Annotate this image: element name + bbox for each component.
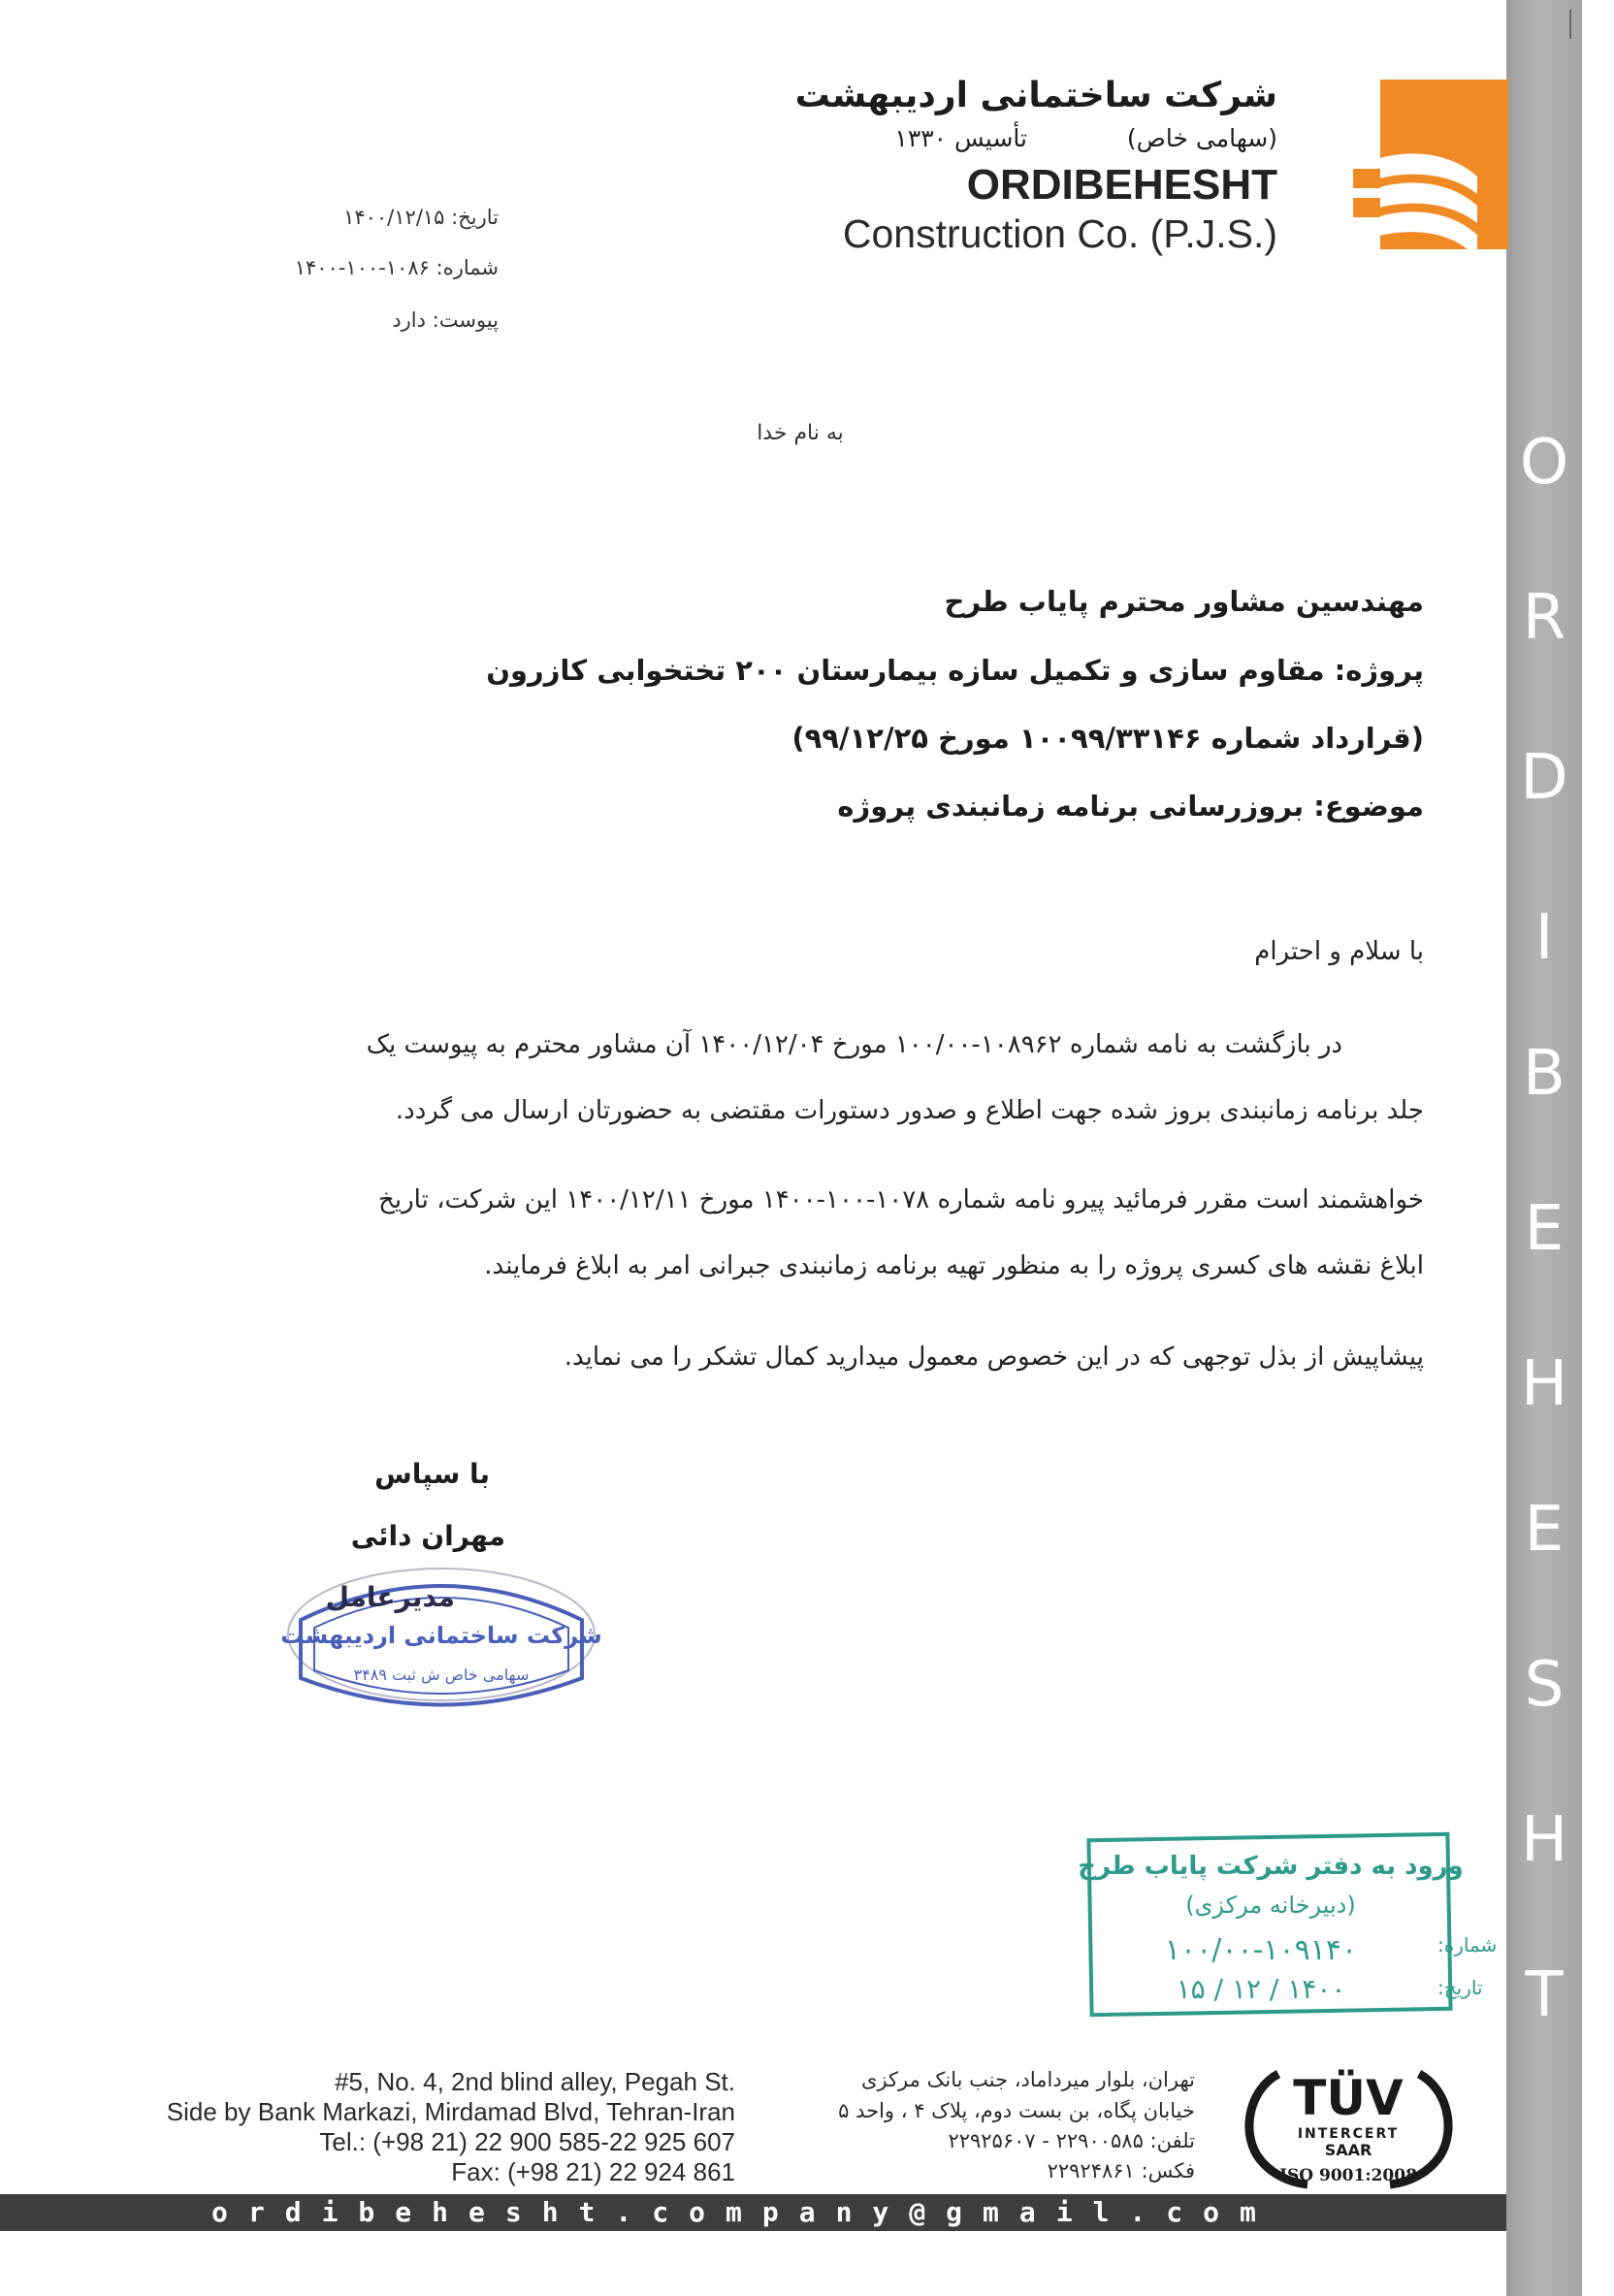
address-fa-line: خیابان پگاه، بن بست دوم، پلاک ۴ ، واحد ۵ <box>838 2099 1195 2122</box>
paragraph-3-line-1: پیشاپیش از بذل توجهی که در این خصوص معمول میدارید کمال تشکر را می نماید. <box>564 1342 1424 1372</box>
signer-name: مهران دائی <box>350 1520 505 1552</box>
band-letter: O <box>1519 427 1569 499</box>
address-en-line: Side by Bank Markazi, Mirdamad Blvd, Tehran-Iran <box>166 2097 735 2126</box>
band-letter: B <box>1523 1038 1566 1110</box>
stamp-title: ورود به دفتر شرکت پایاب طرح <box>1078 1852 1464 1881</box>
side-brand-band <box>1506 0 1582 2296</box>
stamp-date-value: ۱۴۰۰ / ۱۲ / ۱۵ <box>1176 1973 1346 2005</box>
stamp-number-label: شماره: <box>1437 1933 1498 1956</box>
address-fa-line: تهران، بلوار میرداماد، جنب بانک مرکزی <box>861 2068 1195 2091</box>
band-letter: H <box>1520 1804 1568 1876</box>
letter-date: تاریخ: ۱۴۰۰/۱۲/۱۵ <box>343 206 499 229</box>
letter-attachment: پیوست: دارد <box>392 308 499 332</box>
paragraph-2-line-1: خواهشمند است مقرر فرمائید پیرو نامه شماره ۱۰۷۸-۱۰۰-۱۴۰۰ مورخ ۱۴۰۰/۱۲/۱۱ این شرکت، تاریخ <box>378 1185 1424 1214</box>
paragraph-1-line-2: جلد برنامه زمانبندی بروز شده جهت اطلاع و صدور دستورات مقتضی به حضورتان ارسال می گردد. <box>395 1096 1424 1125</box>
seal-text-bottom: سهامی خاص ش ثبت ۳۴۸۹ <box>353 1665 530 1684</box>
band-letter: S <box>1524 1649 1565 1721</box>
company-type-fa: (سهامی خاص) <box>1126 124 1277 152</box>
corner-tick-mark <box>1569 10 1571 39</box>
band-letter: T <box>1525 1959 1564 2031</box>
stamp-date-label: تاریخ: <box>1437 1976 1483 1999</box>
tuv-line1: INTERCERT <box>1297 2126 1400 2142</box>
receipt-stamp <box>1078 1831 1498 2021</box>
email-footer-bar: ordibehesht.company@gmail.com <box>0 2194 1506 2231</box>
band-letter: D <box>1520 742 1568 814</box>
seal-text-top: شرکت ساختمانی اردیبهشت <box>280 1622 602 1649</box>
tuv-certification-logo-icon <box>1240 2060 1458 2188</box>
ordibehesht-logo-icon <box>1353 80 1508 249</box>
band-letter: E <box>1524 1494 1565 1566</box>
stamp-subtitle: (دبیرخانه مرکزی) <box>1185 1892 1356 1919</box>
band-letter: H <box>1520 1348 1568 1420</box>
phone-en-line: Tel.: (+98 21) 22 900 585-22 925 607 <box>319 2127 735 2156</box>
signer-title: مدیرعامل <box>325 1581 455 1613</box>
band-letter: E <box>1524 1193 1565 1265</box>
closing-line: با سپاس <box>374 1458 490 1490</box>
company-name-en: ORDIBEHESHT <box>966 161 1277 209</box>
company-subtitle-en: Construction Co. (P.J.S.) <box>842 211 1277 256</box>
company-founded-fa: تأسیس ۱۳۳۰ <box>894 124 1027 152</box>
letter-number: شماره: ۱۰۸۶-۱۰۰-۱۴۰۰ <box>294 256 499 279</box>
phone-fa-line: تلفن: ۲۲۹۰۰۵۸۵ - ۲۲۹۲۵۶۰۷ <box>948 2129 1195 2152</box>
paragraph-2-line-2: ابلاغ نقشه های کسری پروژه را به منظور تهیه برنامه زمانبندی جبرانی امر به ابلاغ فرمایند. <box>484 1251 1424 1280</box>
fax-fa-line: فکس: ۲۲۹۲۴۸۶۱ <box>1047 2159 1195 2183</box>
tuv-line2: SAAR <box>1324 2141 1372 2159</box>
basmala: به نام خدا <box>757 421 844 445</box>
contract-line: (قرارداد شماره ۱۰۰۹۹/۳۳۱۴۶ مورخ ۹۹/۱۲/۲۵) <box>791 722 1424 755</box>
paragraph-1-line-1: در بازگشت به نامه شماره ۱۰۸۹۶۲-۱۰۰/۰۰ مورخ ۱۴۰۰/۱۲/۰۴ آن مشاور محترم به پیوست یک <box>366 1030 1342 1059</box>
address-en-line: #5, No. 4, 2nd blind alley, Pegah St. <box>335 2067 735 2096</box>
tuv-iso: ISO 9001:2008 <box>1279 2166 1417 2185</box>
greeting-line: با سلام و احترام <box>1254 937 1424 966</box>
tuv-brand: TÜV <box>1293 2070 1404 2126</box>
stamp-number-value: ۱۰۰/۰۰-۱۰۹۱۴۰ <box>1164 1933 1358 1967</box>
band-letter: R <box>1522 582 1566 654</box>
company-name-fa: شرکت ساختمانی اردیبهشت <box>794 76 1277 115</box>
subject-line: موضوع: بروزرسانی برنامه زمانبندی پروژه <box>837 790 1424 823</box>
project-line: پروژه: مقاوم سازی و تکمیل سازه بیمارستان ۲۰۰ تختخوابی کازرون <box>486 654 1424 687</box>
recipient-line: مهندسین مشاور محترم پایاب طرح <box>944 585 1424 618</box>
band-letter: I <box>1534 902 1554 974</box>
fax-en-line: Fax: (+98 21) 22 924 861 <box>451 2157 735 2186</box>
